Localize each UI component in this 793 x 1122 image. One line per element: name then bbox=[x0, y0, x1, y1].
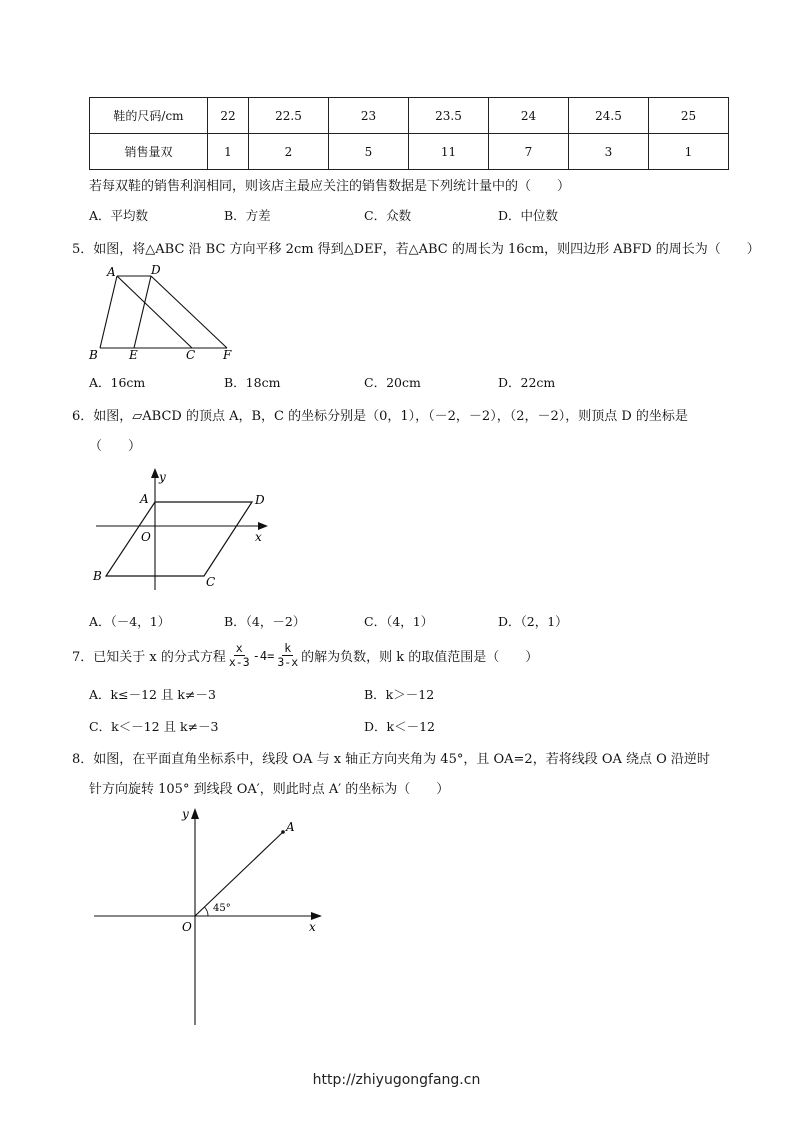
table-cell: 1 bbox=[649, 134, 729, 170]
q7-option-d: D．k＜－12 bbox=[364, 719, 436, 734]
q5-option-a: A．16cm bbox=[89, 375, 146, 390]
q7-frac2-denominator: 3-x bbox=[277, 655, 299, 669]
q7-fraction-1 bbox=[227, 642, 252, 669]
parallelogram-abcd bbox=[106, 502, 252, 576]
table-row bbox=[90, 98, 729, 134]
label-a: A bbox=[286, 820, 295, 834]
table-cell: 销售量双 bbox=[90, 134, 208, 170]
q4-option-a: A．平均数 bbox=[89, 208, 149, 223]
table-cell: 7 bbox=[489, 134, 569, 170]
q5-option-d: D．22cm bbox=[498, 375, 556, 390]
table-cell: 22 bbox=[208, 98, 249, 134]
angle-arc bbox=[205, 907, 209, 916]
q7-frac1-denominator: x-3 bbox=[228, 655, 250, 669]
q7-frac1-numerator: x bbox=[235, 641, 243, 655]
table-cell: 2 bbox=[249, 134, 329, 170]
question-6-text: 6．如图，▱ABCD 的顶点 A，B，C 的坐标分别是（0，1），（－2，－2），（2，－2），则顶点 D 的坐标是 bbox=[72, 409, 688, 424]
segment-ac bbox=[117, 276, 192, 348]
q7-prefix: 7．已知关于 x 的分式方程 bbox=[72, 650, 226, 665]
angle-label: 45° bbox=[213, 903, 231, 914]
table-cell: 1 bbox=[208, 134, 249, 170]
q7-option-b: B．k＞－12 bbox=[364, 687, 435, 702]
label-d: D bbox=[151, 263, 161, 277]
label-f: F bbox=[223, 348, 232, 362]
label-x: x bbox=[255, 530, 262, 544]
table-cell: 24.5 bbox=[569, 98, 649, 134]
q6-parallelogram-figure bbox=[88, 465, 278, 595]
q8-rotation-figure bbox=[90, 805, 330, 1030]
label-c: C bbox=[186, 348, 196, 362]
y-axis-arrow bbox=[151, 468, 159, 478]
y-axis-arrow bbox=[191, 808, 199, 819]
q4-option-c: C．众数 bbox=[364, 208, 412, 223]
q5-translation-figure bbox=[85, 262, 245, 364]
q6-option-a: A．（－4，1） bbox=[89, 614, 171, 629]
table-cell: 11 bbox=[409, 134, 489, 170]
question-7-text bbox=[72, 642, 538, 669]
point-a bbox=[281, 830, 285, 834]
q5-option-c: C．20cm bbox=[364, 375, 421, 390]
label-b: B bbox=[93, 569, 102, 583]
label-c: C bbox=[206, 575, 216, 589]
segment-ab bbox=[100, 276, 117, 348]
question-6-text-cont: （ ） bbox=[89, 439, 142, 454]
q6-option-d: D．（2，1） bbox=[498, 614, 568, 629]
question-5-text: 5．如图，将△ABC 沿 BC 方向平移 2cm 得到△DEF，若△ABC 的周长为 16cm，则四边形 ABFD 的周长为（ ） bbox=[72, 242, 760, 257]
question-8-text: 8．如图，在平面直角坐标系中，线段 OA 与 x 轴正方向夹角为 45°，且 OA=2，若将线段 OA 绕点 O 沿逆时 bbox=[72, 752, 710, 767]
label-x: x bbox=[309, 920, 316, 934]
q7-option-c: C．k＜－12 且 k≠－3 bbox=[89, 719, 219, 734]
q7-suffix: 的解为负数，则 k 的取值范围是（ ） bbox=[301, 650, 539, 665]
segment-de bbox=[134, 276, 151, 348]
table-cell: 5 bbox=[329, 134, 409, 170]
question-4-text: 若每双鞋的销售利润相同，则该店主最应关注的销售数据是下列统计量中的（ ） bbox=[89, 179, 571, 194]
table-cell: 25 bbox=[649, 98, 729, 134]
q6-option-c: C．（4，1） bbox=[364, 614, 434, 629]
label-y: y bbox=[159, 470, 166, 484]
segment-oa bbox=[195, 832, 283, 916]
q7-middle: -4= bbox=[252, 648, 275, 663]
x-axis-arrow bbox=[311, 912, 322, 920]
label-d: D bbox=[255, 493, 265, 507]
footer-url: http://zhiyugongfang.cn bbox=[312, 1072, 481, 1088]
q5-option-b: B．18cm bbox=[224, 375, 281, 390]
x-axis-arrow bbox=[258, 522, 268, 530]
segment-df bbox=[151, 276, 227, 348]
label-o: O bbox=[141, 530, 151, 544]
label-o: O bbox=[182, 920, 192, 934]
table-cell: 鞋的尺码/cm bbox=[90, 98, 208, 134]
label-a: A bbox=[107, 265, 116, 279]
shoe-size-table bbox=[89, 97, 729, 170]
q4-option-b: B．方差 bbox=[224, 208, 271, 223]
table-cell: 23 bbox=[329, 98, 409, 134]
table-cell: 24 bbox=[489, 98, 569, 134]
table-cell: 23.5 bbox=[409, 98, 489, 134]
label-b: B bbox=[89, 348, 98, 362]
label-a: A bbox=[140, 492, 149, 506]
table-cell: 3 bbox=[569, 134, 649, 170]
table-cell: 22.5 bbox=[249, 98, 329, 134]
q4-option-d: D．中位数 bbox=[498, 208, 559, 223]
table-row bbox=[90, 134, 729, 170]
q7-frac2-numerator: k bbox=[284, 641, 292, 655]
label-e: E bbox=[129, 348, 138, 362]
question-8-text-cont: 针方向旋转 105° 到线段 OA′，则此时点 A′ 的坐标为（ ） bbox=[89, 782, 450, 797]
q7-fraction-2 bbox=[275, 642, 300, 669]
q6-option-b: B．（4，－2） bbox=[224, 614, 306, 629]
label-y: y bbox=[182, 807, 189, 821]
q7-option-a: A．k≤－12 且 k≠－3 bbox=[89, 687, 216, 702]
